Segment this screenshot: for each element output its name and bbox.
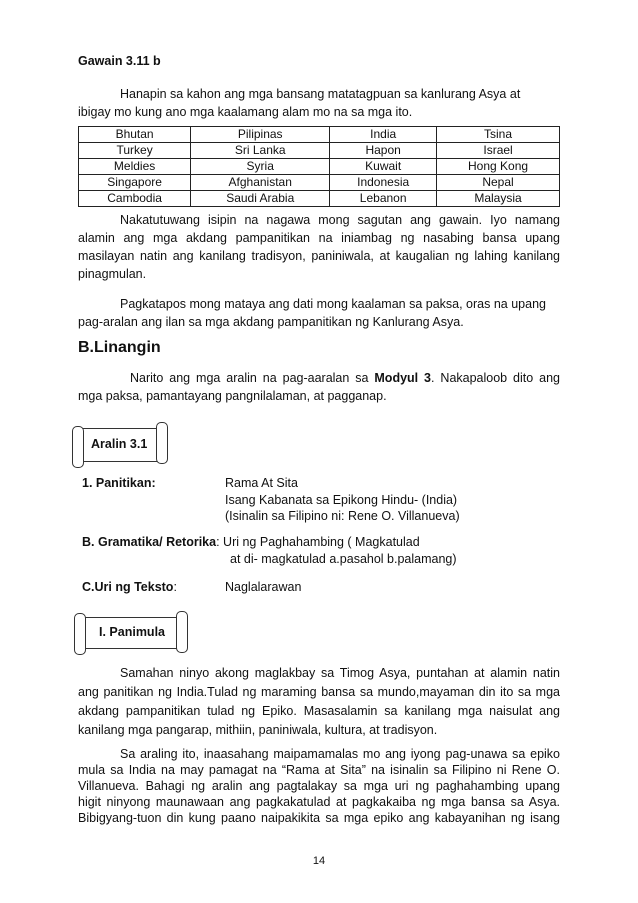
table-cell: Syria	[191, 159, 330, 175]
aralin-label: Aralin 3.1	[91, 437, 148, 451]
panitikan-line3: (Isinalin sa Filipino ni: Rene O. Villanueva)	[225, 509, 460, 523]
table-row	[79, 191, 560, 207]
table-cell: Nepal	[437, 175, 560, 191]
para1-line3: masilayan natin ang kanilang tradisyon, paniniwala, at kaugalian ng lahing kanilang	[78, 249, 560, 263]
para4-line4: higit ninyong maunawaan ang pagkakatulad at pagkakaiba ng mga bansa sa Asya.	[78, 795, 560, 809]
table-cell: Indonesia	[330, 175, 437, 191]
teksto-line	[82, 578, 177, 596]
panitikan-line1: Rama At Sita	[225, 476, 298, 490]
table-cell: Pilipinas	[191, 127, 330, 143]
panimula-label: I. Panimula	[99, 625, 165, 639]
teksto-colon: :	[173, 580, 177, 594]
table-cell: Turkey	[79, 143, 191, 159]
para1-line4: pinagmulan.	[78, 267, 147, 281]
teksto-value: Naglalarawan	[225, 580, 302, 594]
table-cell: Hapon	[330, 143, 437, 159]
panimula-scroll-box	[80, 617, 182, 649]
table-row	[79, 159, 560, 175]
country-table	[78, 126, 560, 207]
para3-line1: Samahan ninyo akong maglakbay sa Timog Asya, puntahan at alamin natin	[120, 666, 560, 680]
table-cell: Tsina	[437, 127, 560, 143]
table-row	[79, 127, 560, 143]
section-intro-tail: . Nakapaloob dito ang	[431, 371, 560, 385]
activity-title: Gawain 3.11 b	[78, 54, 161, 68]
para4-line5: Bibigyang-tuon din kung paano naipakikita sa mga epiko ang kabayanihan ng isang	[78, 811, 560, 825]
table-cell: India	[330, 127, 437, 143]
table-cell: Meldies	[79, 159, 191, 175]
table-cell: Sri Lanka	[191, 143, 330, 159]
panitikan-label: 1. Panitikan:	[82, 476, 156, 490]
para3-line4: kanilang mga pangarap, mithiin, paniniwala, kultura, at tradisyon.	[78, 723, 438, 737]
table-cell: Malaysia	[437, 191, 560, 207]
teksto-label: C.Uri ng Teksto	[82, 580, 174, 594]
para3-line3: akdang pampanitikan tulad ng Epiko. Masasalamin sa kanilang mga naisulat ang	[78, 704, 560, 718]
gramatika-line2: at di- magkatulad a.pasahol b.palamang)	[230, 552, 457, 566]
table-cell: Bhutan	[79, 127, 191, 143]
para4-line1: Sa araling ito, inaasahang maipamamalas mo ang iyong pag-unawa sa epiko	[120, 747, 560, 761]
table-cell: Afghanistan	[191, 175, 330, 191]
section-intro-line1	[130, 369, 560, 387]
gramatika-text: : Uri ng Paghahambing ( Magkatulad	[216, 535, 420, 549]
table-cell: Cambodia	[79, 191, 191, 207]
scroll-curl-right	[176, 611, 188, 653]
aralin-scroll-box	[78, 428, 162, 462]
table-cell: Kuwait	[330, 159, 437, 175]
table-cell: Singapore	[79, 175, 191, 191]
scroll-curl-left	[72, 426, 84, 468]
module-name: Modyul 3	[374, 371, 432, 385]
para1-line1: Nakatutuwang isipin na nagawa mong sagutan ang gawain. Iyo namang	[120, 213, 560, 227]
scroll-curl-right	[156, 422, 168, 464]
page-number: 14	[312, 855, 326, 867]
table-cell: Saudi Arabia	[191, 191, 330, 207]
table-row	[79, 143, 560, 159]
scroll-curl-left	[74, 613, 86, 655]
para3-line2: ang panitikan ng India.Tulad ng maraming bansa sa mundo,mayaman din ito sa mga	[78, 685, 560, 699]
activity-instruction-line1: Hanapin sa kahon ang mga bansang matatagpuan sa kanlurang Asya at	[120, 87, 521, 101]
panitikan-line2: Isang Kabanata sa Epikong Hindu- (India)	[225, 493, 458, 507]
para2-line1: Pagkatapos mong mataya ang dati mong kaalaman sa paksa, oras na upang	[120, 297, 546, 311]
section-heading: B.Linangin	[78, 339, 161, 356]
activity-instruction-line2: ibigay mo kung ano mga kaalamang alam mo na sa mga ito.	[78, 105, 413, 119]
para2-line2: pag-aralan ang ilan sa mga akdang pampanitikan ng Kanlurang Asya.	[78, 315, 464, 329]
gramatika-label: B. Gramatika/ Retorika	[82, 535, 217, 549]
table-cell: Israel	[437, 143, 560, 159]
para1-line2: alamin ang mga akdang pampanitikan na iniambag ng nasabing bansa upang	[78, 231, 560, 245]
section-intro-line2: mga paksa, pamantayang pangnilalaman, at pagganap.	[78, 389, 387, 403]
table-row	[79, 175, 560, 191]
para4-line2: mula sa India na may pamagat na “Rama at Sita” na isinalin sa Filipino ni Rene O.	[78, 763, 560, 777]
table-cell: Hong Kong	[437, 159, 560, 175]
para4-line3: Villanueva. Bahagi ng aralin ang pagtalakay sa mga uri ng paghahambing upang	[78, 779, 560, 793]
table-cell: Lebanon	[330, 191, 437, 207]
gramatika-line1	[82, 533, 420, 551]
section-intro-text: Narito ang mga aralin na pag-aaralan sa	[130, 371, 375, 385]
